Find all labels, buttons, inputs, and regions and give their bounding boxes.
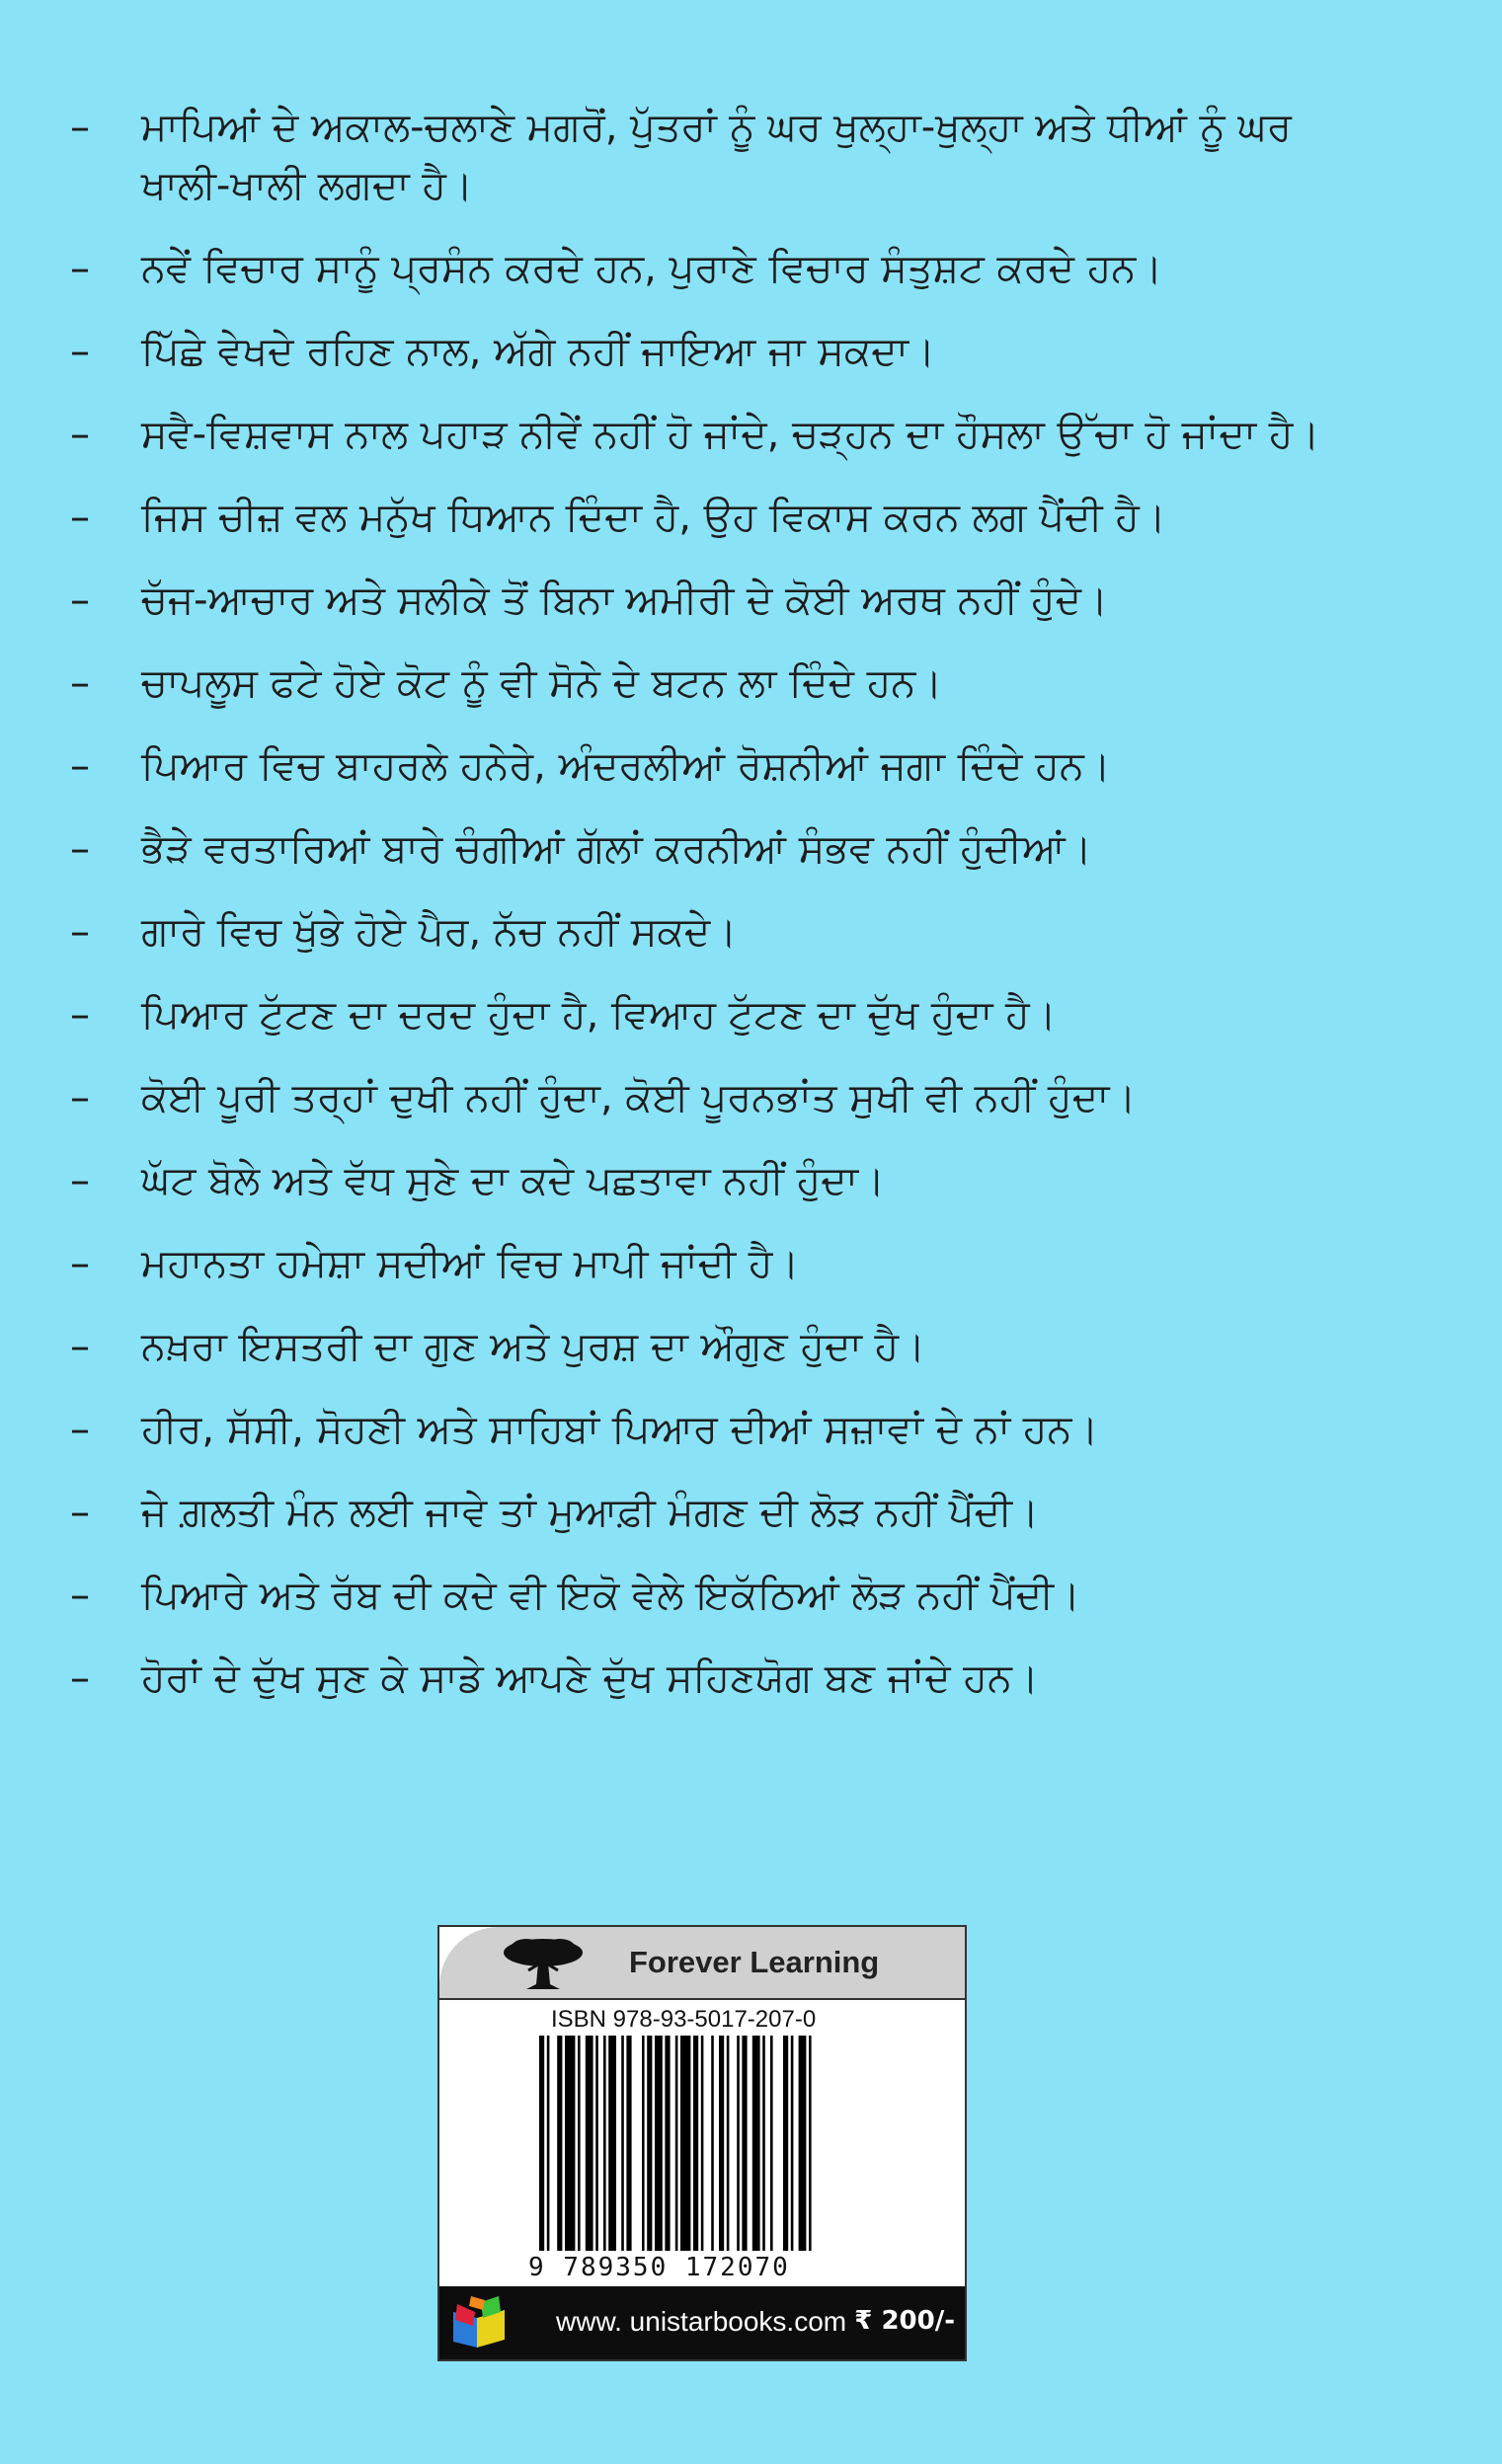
quote-item	[0, 240, 1502, 298]
quote-dash: –	[70, 1324, 90, 1369]
quote-dash: –	[70, 743, 90, 789]
quote-item	[0, 986, 1502, 1044]
website-link[interactable]: www. unistarbooks.com	[556, 2306, 847, 2337]
books-icon	[447, 2292, 513, 2351]
quote-text: ਘੱਟ ਬੋਲੇ ਅਤੇ ਵੱਧ ਸੁਣੇ ਦਾ ਕਦੇ ਪਛਤਾਵਾ ਨਹੀਂ ਹੁੰਦਾ।	[141, 1158, 886, 1203]
quote-text: ਭੈੜੇ ਵਰਤਾਰਿਆਂ ਬਾਰੇ ਚੰਗੀਆਂ ਗੱਲਾਂ ਕਰਨੀਆਂ ਸੰਭਵ ਨਹੀਂ ਹੁੰਦੀਆਂ।	[141, 826, 1092, 872]
quote-item	[0, 1152, 1502, 1210]
quote-dash: –	[70, 909, 90, 955]
quote-text: ਹੋਰਾਂ ਦੇ ਦੁੱਖ ਸੁਣ ਕੇ ਸਾਡੇ ਆਪਣੇ ਦੁੱਖ ਸਹਿਣਯੋਗ ਬਣ ਜਾਂਦੇ ਹਨ।	[141, 1656, 1039, 1701]
barcode-bar	[693, 2036, 698, 2251]
barcode-bar	[586, 2036, 593, 2251]
quote-text: ਮਾਪਿਆਂ ਦੇ ਅਕਾਲ-ਚਲਾਣੇ ਮਗਰੋਂ, ਪੁੱਤਰਾਂ ਨੂੰ ਘਰ ਖੁਲ੍ਹਾ-ਖੁਲ੍ਹਾ ਅਤੇ ਧੀਆਂ ਨੂੰ ਘਰ ਖਾਲੀ-ਖਾਲੀ ਲਗਦਾ ਹੈ।	[141, 105, 1292, 208]
quote-text: ਸਵੈ-ਵਿਸ਼ਵਾਸ ਨਾਲ ਪਹਾੜ ਨੀਵੇਂ ਨਹੀਂ ਹੋ ਜਾਂਦੇ, ਚੜ੍ਹਨ ਦਾ ਹੌਸਲਾ ਉੱਚਾ ਹੋ ਜਾਂਦਾ ਹੈ।	[141, 412, 1320, 457]
quote-text: ਪਿੱਛੇ ਵੇਖਦੇ ਰਹਿਣ ਨਾਲ, ਅੱਗੇ ਨਹੀਂ ਜਾਇਆ ਜਾ ਸਕਦਾ।	[141, 329, 936, 374]
barcode-bar	[647, 2036, 652, 2251]
barcode-bar	[621, 2036, 624, 2251]
quote-dash: –	[70, 826, 90, 872]
quote-text: ਹੀਰ, ਸੱਸੀ, ਸੋਹਣੀ ਅਤੇ ਸਾਹਿਬਾਂ ਪਿਆਰ ਦੀਆਂ ਸਜ਼ਾਵਾਂ ਦੇ ਨਾਂ ਹਨ।	[141, 1407, 1099, 1452]
quote-text: ਮਹਾਨਤਾ ਹਮੇਸ਼ਾ ਸਦੀਆਂ ਵਿਚ ਮਾਪੀ ਜਾਂਦੀ ਹੈ।	[141, 1241, 800, 1286]
publisher-footer	[439, 2286, 965, 2359]
barcode-bar	[680, 2036, 690, 2251]
quote-item	[0, 406, 1502, 464]
barcode-bar	[742, 2036, 747, 2251]
barcode-bar	[701, 2036, 704, 2251]
quote-text: ਜੇ ਗ਼ਲਤੀ ਮੰਨ ਲਈ ਜਾਵੇ ਤਾਂ ਮੁਆਫ਼ੀ ਮੰਗਣ ਦੀ ਲੋੜ ਨਹੀਂ ਪੈਂਦੀ।	[141, 1490, 1040, 1535]
barcode-bar	[608, 2036, 616, 2251]
barcode-bar	[595, 2036, 598, 2251]
quote-dash: –	[70, 1241, 90, 1286]
quote-text: ਚਾਪਲੂਸ ਫਟੇ ਹੋਏ ਕੋਟ ਨੂੰ ਵੀ ਸੋਨੇ ਦੇ ਬਟਨ ਲਾ ਦਿੰਦੇ ਹਨ।	[141, 660, 943, 706]
quote-item	[0, 1484, 1502, 1542]
quote-dash: –	[70, 1407, 90, 1452]
quote-dash: –	[70, 412, 90, 457]
quote-item	[0, 820, 1502, 879]
quote-text: ਚੱਜ-ਆਚਾਰ ਅਤੇ ਸਲੀਕੇ ਤੋਂ ਬਿਨਾ ਅਮੀਰੀ ਦੇ ਕੋਈ ਅਰਥ ਨਹੀਂ ਹੁੰਦੇ।	[141, 578, 1108, 623]
barcode-bar	[809, 2036, 812, 2251]
barcode-bar	[603, 2036, 606, 2251]
barcode-bar	[711, 2036, 714, 2251]
quote-item	[0, 323, 1502, 381]
price-label: ₹ 200/-	[854, 2306, 955, 2336]
quote-item	[0, 654, 1502, 713]
quote-item	[0, 737, 1502, 796]
quote-text: ਪਿਆਰ ਵਿਚ ਬਾਹਰਲੇ ਹਨੇਰੇ, ਅੰਦਰਲੀਆਂ ਰੋਸ਼ਨੀਆਂ ਜਗਾ ਦਿੰਦੇ ਹਨ।	[141, 743, 1111, 789]
quote-item	[0, 1567, 1502, 1625]
barcode-bar	[791, 2036, 794, 2251]
barcode-bar	[642, 2036, 645, 2251]
tree-icon	[499, 1935, 588, 1992]
barcode-bar	[655, 2036, 663, 2251]
quote-dash: –	[70, 1158, 90, 1203]
publisher-header	[439, 1927, 965, 2000]
quote-dash: –	[70, 660, 90, 706]
barcode-bar	[799, 2036, 807, 2251]
barcode-bar	[565, 2036, 575, 2251]
barcode-bar	[719, 2036, 724, 2251]
quote-dash: –	[70, 1490, 90, 1535]
barcode-bar	[665, 2036, 670, 2251]
publisher-info-box	[437, 1925, 967, 2361]
quote-item	[0, 99, 1502, 215]
quote-dash: –	[70, 578, 90, 623]
quote-item	[0, 572, 1502, 630]
isbn-label: ISBN 978-93-5017-207-0	[551, 2006, 817, 2033]
barcode-bar	[783, 2036, 788, 2251]
quote-text: ਨਵੇਂ ਵਿਚਾਰ ਸਾਨੂੰ ਪ੍ਰਸੰਨ ਕਰਦੇ ਹਨ, ਪੁਰਾਣੇ ਵਿਚਾਰ ਸੰਤੁਸ਼ਟ ਕਰਦੇ ਹਨ।	[141, 246, 1163, 291]
barcode-bar	[727, 2036, 730, 2251]
barcode-digits: 9 789350 172070	[528, 2253, 790, 2282]
quote-text: ਨਖ਼ਰਾ ਇਸਤਰੀ ਦਾ ਗੁਣ ਅਤੇ ਪੁਰਸ਼ ਦਾ ਔਗੁਣ ਹੁੰਦਾ ਹੈ।	[141, 1324, 926, 1369]
quote-list	[0, 99, 1502, 1732]
barcode-bar	[626, 2036, 631, 2251]
barcode-bar	[737, 2036, 740, 2251]
barcode-bar	[770, 2036, 773, 2251]
quote-item	[0, 1318, 1502, 1376]
quote-dash: –	[70, 1656, 90, 1701]
quote-item	[0, 1235, 1502, 1293]
quote-dash: –	[70, 246, 90, 291]
quote-text: ਪਿਆਰੇ ਅਤੇ ਰੱਬ ਦੀ ਕਦੇ ਵੀ ਇਕੋ ਵੇਲੇ ਇਕੱਠਿਆਂ ਲੋੜ ਨਹੀਂ ਪੈਂਦੀ।	[141, 1573, 1080, 1618]
quote-dash: –	[70, 1573, 90, 1618]
quote-item	[0, 1650, 1502, 1708]
quote-item	[0, 1069, 1502, 1127]
publisher-name: Forever Learning	[629, 1945, 880, 1979]
quote-item	[0, 903, 1502, 962]
barcode-icon	[535, 2036, 871, 2251]
barcode-bar	[675, 2036, 678, 2251]
quote-dash: –	[70, 495, 90, 540]
barcode-bar	[578, 2036, 581, 2251]
quote-text: ਗਾਰੇ ਵਿਚ ਖੁੱਭੇ ਹੋਏ ਪੈਰ, ਨੱਚ ਨਹੀਂ ਸਕਦੇ।	[141, 909, 738, 955]
quote-text: ਜਿਸ ਚੀਜ਼ ਵਲ ਮਨੁੱਖ ਧਿਆਨ ਦਿੰਦਾ ਹੈ, ਉਹ ਵਿਕਾਸ ਕਰਨ ਲਗ ਪੈਂਦੀ ਹੈ।	[141, 495, 1166, 540]
barcode-bar	[539, 2036, 544, 2251]
quote-item	[0, 1401, 1502, 1459]
quote-dash: –	[70, 105, 90, 150]
barcode-bar	[557, 2036, 562, 2251]
quote-text: ਪਿਆਰ ਟੁੱਟਣ ਦਾ ਦਰਦ ਹੁੰਦਾ ਹੈ, ਵਿਆਹ ਟੁੱਟਣ ਦਾ ਦੁੱਖ ਹੁੰਦਾ ਹੈ।	[141, 992, 1057, 1038]
quote-text: ਕੋਈ ਪੂਰੀ ਤਰ੍ਹਾਂ ਦੁਖੀ ਨਹੀਂ ਹੁੰਦਾ, ਕੋਈ ਪੂਰਨਭਾਂਤ ਸੁਖੀ ਵੀ ਨਹੀਂ ਹੁੰਦਾ।	[141, 1075, 1137, 1120]
quote-item	[0, 489, 1502, 547]
quote-dash: –	[70, 1075, 90, 1120]
quote-dash: –	[70, 992, 90, 1038]
quote-dash: –	[70, 329, 90, 374]
barcode-bar	[547, 2036, 550, 2251]
barcode-bar	[752, 2036, 760, 2251]
barcode-bar	[762, 2036, 765, 2251]
